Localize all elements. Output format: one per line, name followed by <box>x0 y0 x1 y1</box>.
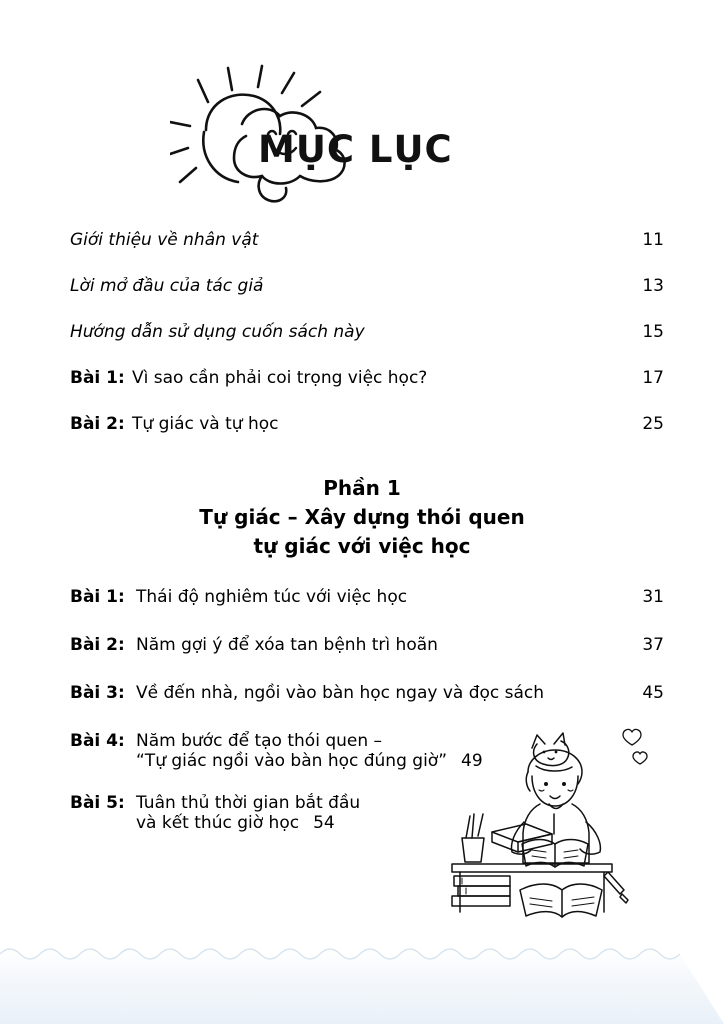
part-heading-line-2: Tự giác – Xây dựng thói quen <box>199 505 525 529</box>
toc-entry-title-line-2: và kết thúc giờ học <box>136 813 300 833</box>
toc-entry-title: Năm gợi ý để xóa tan bệnh trì hoãn <box>136 635 438 655</box>
part-heading-line-3: tự giác với việc học <box>253 534 471 558</box>
toc-entry[interactable] <box>70 587 664 613</box>
toc-entry-label: Bài 1: <box>70 368 125 388</box>
toc-entry-title-line-2: “Tự giác ngồi vào bàn học đúng giờ” <box>136 751 447 771</box>
title-block <box>170 60 530 220</box>
toc-intro-group <box>0 230 724 440</box>
toc-entry[interactable] <box>70 635 664 661</box>
toc-entry[interactable] <box>70 793 664 833</box>
toc-entry[interactable] <box>70 322 664 348</box>
toc-entry-label: Bài 3: <box>70 683 125 703</box>
toc-entry-page: 37 <box>642 635 664 655</box>
toc-entry-title: Giới thiệu về nhân vật <box>70 230 259 250</box>
toc-entry[interactable] <box>70 276 664 302</box>
toc-entry-page: 31 <box>642 587 664 607</box>
toc-entry-page: 15 <box>642 322 664 342</box>
toc-entry-title <box>136 731 664 771</box>
toc-entry-title: Vì sao cần phải coi trọng việc học? <box>132 368 428 388</box>
toc-entry-page: 11 <box>642 230 664 250</box>
toc-entry-title: Thái độ nghiêm túc với việc học <box>136 587 408 607</box>
part-heading-line-1: Phần 1 <box>323 476 401 500</box>
page-title: MỤC LỤC <box>258 128 453 171</box>
toc-entry[interactable] <box>70 683 664 709</box>
toc-entry-page: 13 <box>642 276 664 296</box>
toc-entry-label: Bài 4: <box>70 731 125 751</box>
toc-entry-page: 49 <box>461 751 483 771</box>
toc-entry-label: Bài 1: <box>70 587 125 607</box>
toc-entry-label: Bài 2: <box>70 414 125 434</box>
toc-entry-page: 54 <box>313 813 335 833</box>
toc-entry[interactable] <box>70 731 664 771</box>
toc-entry-label: Bài 5: <box>70 793 125 813</box>
toc-entry-label: Bài 2: <box>70 635 125 655</box>
toc-entry-title-line-1: Năm bước để tạo thói quen – <box>136 731 383 751</box>
toc-entry-title: Tự giác và tự học <box>132 414 279 434</box>
toc-entry-page: 17 <box>642 368 664 388</box>
toc-entry[interactable] <box>70 414 664 440</box>
toc-entry-title: Về đến nhà, ngồi vào bàn học ngay và đọc sách <box>136 683 545 703</box>
toc-entry-title: Lời mở đầu của tác giả <box>70 276 264 296</box>
toc-entry-page: 25 <box>642 414 664 434</box>
page-bottom-edge <box>0 940 724 1024</box>
toc-entry[interactable] <box>70 368 664 394</box>
toc-entry-page: 45 <box>642 683 664 703</box>
page-header <box>0 0 724 230</box>
toc-entry-title-line-1: Tuân thủ thời gian bắt đầu <box>136 793 361 813</box>
toc-entry-title: Hướng dẫn sử dụng cuốn sách này <box>70 322 365 342</box>
part-heading <box>0 474 724 561</box>
toc-part-group <box>0 587 724 833</box>
toc-entry-title <box>136 793 664 833</box>
toc-entry[interactable] <box>70 230 664 256</box>
